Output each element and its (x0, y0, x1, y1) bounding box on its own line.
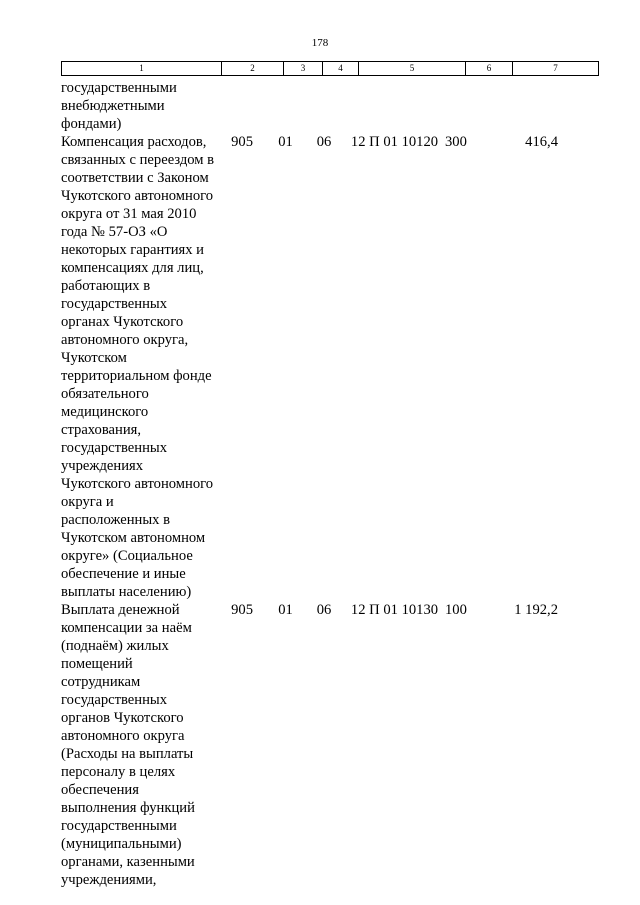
subsection-code (312, 79, 336, 133)
header-col-2: 2 (222, 62, 284, 76)
expense-type-code: 100 (445, 602, 467, 618)
description-line: внебюджетными (61, 98, 165, 114)
section-code (253, 79, 312, 133)
description-line: сотрудникам (61, 674, 141, 690)
description-line: государственных (61, 296, 168, 312)
table-row (61, 79, 601, 133)
description-line: обеспечение и иные (61, 566, 186, 582)
row-description (61, 601, 220, 889)
subsection-code: 06 (316, 134, 332, 150)
description-line: помещений (61, 656, 133, 672)
section-code: 01 (278, 602, 293, 618)
description-line: автономного округа (61, 728, 185, 744)
description-line: (поднаём) жилых (61, 638, 169, 654)
description-line: государственных (61, 440, 168, 456)
description-line: Выплата денежной (61, 602, 180, 618)
row-description (61, 133, 220, 601)
header-col-7: 7 (513, 62, 599, 76)
ministry-code: 905 (231, 602, 253, 618)
amount (480, 79, 558, 133)
description-line: органами, казенными (61, 854, 195, 870)
description-line: работающих в (61, 278, 151, 294)
target-article-code: 12 П 01 10130 (350, 602, 439, 618)
page-number: 178 (311, 37, 329, 49)
ministry-code (220, 79, 253, 133)
target-article-code: 12 П 01 10120 (350, 134, 439, 150)
row-description (61, 79, 220, 133)
expense-type-code: 300 (445, 134, 467, 150)
ministry-code: 905 (231, 134, 253, 150)
description-line: обязательного (61, 386, 149, 402)
budget-table-body (61, 79, 601, 889)
amount: 1 192,2 (514, 602, 558, 618)
header-col-5: 5 (359, 62, 466, 76)
description-line: года № 57-ОЗ «О (61, 224, 168, 240)
description-line: Чукотского автономного (61, 476, 214, 492)
description-line: учреждениях (61, 458, 144, 474)
description-line: страхования, (61, 422, 142, 438)
description-line: расположенных в (61, 512, 171, 528)
description-line: автономного округа, (61, 332, 189, 348)
expense-type-code (445, 79, 480, 133)
description-line: выплаты населению) (61, 584, 192, 600)
header-col-1: 1 (62, 62, 222, 76)
description-line: Компенсация расходов, (61, 134, 207, 150)
header-col-3: 3 (284, 62, 323, 76)
section-code: 01 (278, 134, 293, 150)
description-line: Чукотском автономном (61, 530, 206, 546)
header-col-4: 4 (323, 62, 359, 76)
description-line: органов Чукотского (61, 710, 184, 726)
description-line: территориальном фонде (61, 368, 212, 384)
description-line: государственными (61, 80, 177, 96)
description-line: соответствии с Законом (61, 170, 209, 186)
subsection-code: 06 (316, 602, 332, 618)
description-line: обеспечения (61, 782, 139, 798)
description-line: (Расходы на выплаты (61, 746, 194, 762)
description-line: Чукотском (61, 350, 127, 366)
header-col-6: 6 (466, 62, 513, 76)
description-line: (муниципальными) (61, 836, 182, 852)
description-line: персоналу в целях (61, 764, 176, 780)
description-line: компенсации за наём (61, 620, 192, 636)
description-line: компенсациях для лиц, (61, 260, 204, 276)
column-number-header (61, 61, 599, 76)
description-line: государственными (61, 818, 177, 834)
description-line: органах Чукотского (61, 314, 184, 330)
description-line: некоторых гарантиях и (61, 242, 204, 258)
description-line: округа от 31 мая 2010 (61, 206, 197, 222)
amount: 416,4 (525, 134, 558, 150)
table-row (61, 133, 601, 601)
description-line: государственных (61, 692, 168, 708)
description-line: округа и (61, 494, 114, 510)
description-line: медицинского (61, 404, 149, 420)
description-line: выполнения функций (61, 800, 195, 816)
description-line: округе» (Социальное (61, 548, 193, 564)
target-article-code (336, 79, 445, 133)
description-line: Чукотского автономного (61, 188, 214, 204)
table-row (61, 601, 601, 889)
description-line: фондами) (61, 116, 122, 132)
description-line: учреждениями, (61, 872, 157, 888)
description-line: связанных с переездом в (61, 152, 215, 168)
